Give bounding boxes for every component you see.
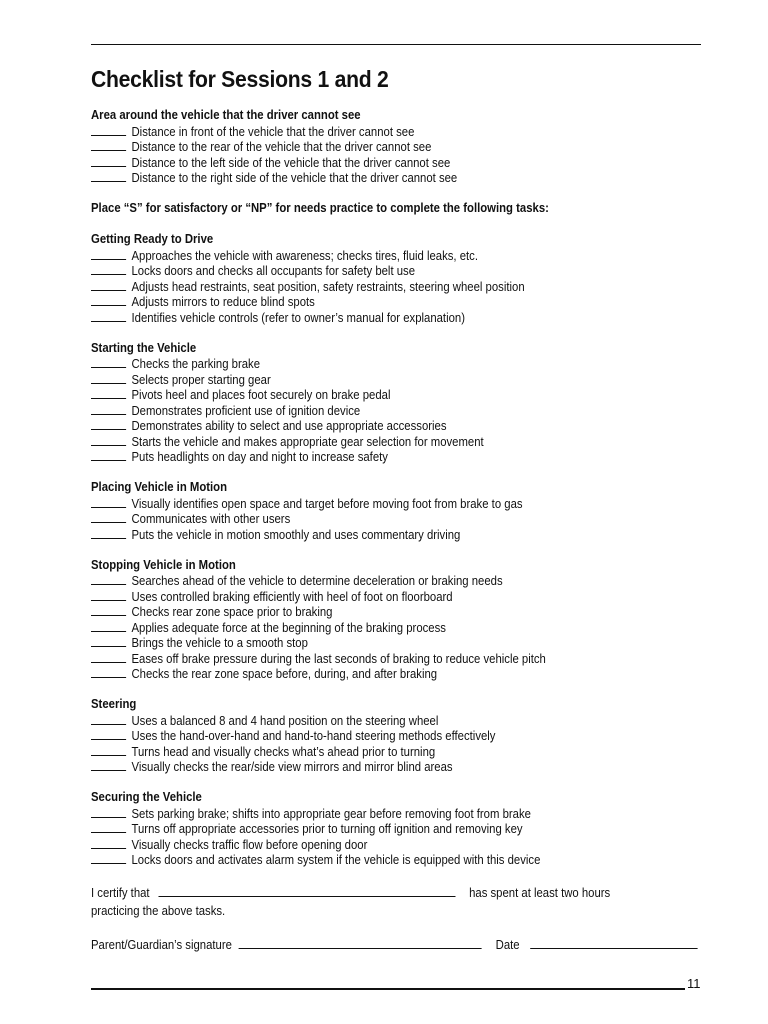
checklist-item-label: Distance in front of the vehicle that the driver cannot see bbox=[131, 124, 415, 139]
checklist-item-label: Approaches the vehicle with awareness; checks tires, fluid leaks, etc. bbox=[131, 248, 478, 263]
date-field[interactable] bbox=[530, 937, 697, 949]
checklist-item-label: Selects proper starting gear bbox=[131, 372, 271, 387]
checklist-item bbox=[91, 139, 640, 155]
checklist-item bbox=[91, 356, 640, 372]
rating-blank[interactable] bbox=[91, 155, 126, 167]
checklist-item-label: Turns head and visually checks what’s ahead prior to turning bbox=[131, 744, 436, 759]
checklist-item-label: Uses the hand-over-hand and hand-to-hand steering methods effectively bbox=[131, 729, 496, 743]
checklist-item-label: Demonstrates ability to select and use appropriate accessories bbox=[131, 419, 447, 433]
rating-blank[interactable] bbox=[91, 806, 126, 818]
checklist-item bbox=[91, 496, 640, 512]
checklist-item-label: Distance to the rear of the vehicle that the driver cannot see bbox=[131, 140, 432, 154]
top-rule bbox=[91, 44, 701, 45]
checklist-item bbox=[91, 837, 640, 853]
parent-signature-label: Parent/Guardian’s signature bbox=[91, 938, 232, 952]
checklist-item-label: Starts the vehicle and makes appropriate gear selection for movement bbox=[131, 434, 484, 449]
checklist-item-label: Distance to the right side of the vehicle that the driver cannot see bbox=[131, 171, 458, 185]
section-heading: Getting Ready to Drive bbox=[91, 232, 214, 246]
checklist-item bbox=[91, 279, 640, 295]
rating-blank[interactable] bbox=[91, 852, 126, 864]
checklist-item-label: Identifies vehicle controls (refer to owner’s manual for explanation) bbox=[131, 310, 465, 325]
checklist-item-label: Sets parking brake; shifts into appropriate gear before removing foot from brake bbox=[131, 806, 531, 821]
checklist-item bbox=[91, 573, 640, 589]
document-page bbox=[91, 0, 701, 1024]
checklist-item bbox=[91, 403, 640, 419]
checklist-item-label: Brings the vehicle to a smooth stop bbox=[131, 636, 308, 650]
certify-prefix: I certify that bbox=[91, 886, 150, 900]
section-heading: Securing the Vehicle bbox=[91, 790, 202, 804]
checklist-item bbox=[91, 589, 640, 605]
rating-blank[interactable] bbox=[91, 403, 126, 415]
checklist-item bbox=[91, 821, 640, 837]
rating-blank[interactable] bbox=[91, 744, 126, 756]
rating-blank[interactable] bbox=[91, 139, 126, 151]
rating-blank[interactable] bbox=[91, 635, 126, 647]
checklist-item bbox=[91, 310, 640, 326]
spacer bbox=[91, 465, 701, 481]
spacer bbox=[91, 542, 701, 558]
checklist-item bbox=[91, 651, 640, 667]
checklist-item-label: Applies adequate force at the beginning of the braking process bbox=[131, 620, 446, 635]
spacer bbox=[91, 217, 701, 233]
checklist-item-label: Visually checks traffic flow before opening door bbox=[131, 837, 368, 852]
checklist-item bbox=[91, 248, 640, 264]
section-heading: Steering bbox=[91, 697, 137, 711]
checklist-item-label: Turns off appropriate accessories prior to turning off ignition and removing key bbox=[131, 822, 523, 836]
checklist-item-label: Puts headlights on day and night to increase safety bbox=[131, 450, 388, 464]
checklist-item-label: Adjusts head restraints, seat position, safety restraints, steering wheel position bbox=[131, 279, 525, 294]
instruction-text: Place “S” for satisfactory or “NP” for needs practice to complete the following tasks: bbox=[91, 201, 549, 215]
rating-blank[interactable] bbox=[91, 821, 126, 833]
checklist-item-label: Communicates with other users bbox=[131, 512, 291, 526]
spacer bbox=[91, 775, 701, 791]
rating-blank[interactable] bbox=[91, 496, 126, 508]
checklist-item bbox=[91, 604, 640, 620]
checklist-item-label: Puts the vehicle in motion smoothly and uses commentary driving bbox=[131, 527, 461, 542]
rating-blank[interactable] bbox=[91, 449, 126, 461]
checklist-item bbox=[91, 852, 640, 868]
rating-blank[interactable] bbox=[91, 713, 126, 725]
rating-blank[interactable] bbox=[91, 387, 126, 399]
rating-blank[interactable] bbox=[91, 310, 126, 322]
checklist-item-label: Visually checks the rear/side view mirrors and mirror blind areas bbox=[131, 760, 453, 774]
section-heading: Area around the vehicle that the driver cannot see bbox=[91, 108, 361, 122]
checklist-item bbox=[91, 806, 640, 822]
rating-blank[interactable] bbox=[91, 248, 126, 260]
checklist-item bbox=[91, 620, 640, 636]
rating-blank[interactable] bbox=[91, 728, 126, 740]
bottom-rule bbox=[91, 988, 685, 990]
checklist-item-label: Locks doors and activates alarm system if the vehicle is equipped with this device bbox=[131, 853, 541, 867]
signature-row bbox=[91, 937, 667, 952]
checklist-item bbox=[91, 744, 640, 760]
checklist-item bbox=[91, 263, 640, 279]
checklist-item-label: Eases off brake pressure during the last seconds of braking to reduce vehicle pitch bbox=[131, 651, 546, 666]
checklist-item bbox=[91, 387, 640, 403]
page-title: Checklist for Sessions 1 and 2 bbox=[91, 66, 389, 92]
certify-name-field[interactable] bbox=[158, 885, 455, 897]
checklist-item bbox=[91, 666, 640, 682]
checklist-item-label: Locks doors and checks all occupants for safety belt use bbox=[131, 264, 416, 278]
certify-line2: practicing the above tasks. bbox=[91, 904, 226, 918]
rating-blank[interactable] bbox=[91, 170, 126, 182]
spacer bbox=[91, 682, 701, 698]
checklist-item bbox=[91, 728, 640, 744]
checklist-item-label: Uses a balanced 8 and 4 hand position on the steering wheel bbox=[131, 713, 439, 728]
rating-blank[interactable] bbox=[91, 589, 126, 601]
rating-blank[interactable] bbox=[91, 294, 126, 306]
checklist-item bbox=[91, 155, 640, 171]
rating-blank[interactable] bbox=[91, 837, 126, 849]
spacer bbox=[91, 325, 701, 341]
section-heading: Starting the Vehicle bbox=[91, 340, 197, 355]
rating-blank[interactable] bbox=[91, 263, 126, 275]
checklist-item bbox=[91, 418, 640, 434]
rating-blank[interactable] bbox=[91, 418, 126, 430]
rating-blank[interactable] bbox=[91, 434, 126, 446]
checklist-item-label: Demonstrates proficient use of ignition device bbox=[131, 403, 361, 418]
parent-signature-field[interactable] bbox=[239, 937, 482, 949]
checklist-item-label: Visually identifies open space and target before moving foot from brake to gas bbox=[131, 496, 523, 511]
rating-blank[interactable] bbox=[91, 511, 126, 523]
checklist-content bbox=[91, 108, 701, 868]
page-number: 11 bbox=[687, 976, 701, 991]
checklist-item-label: Pivots heel and places foot securely on brake pedal bbox=[131, 388, 391, 402]
rating-blank[interactable] bbox=[91, 759, 126, 771]
checklist-item bbox=[91, 511, 640, 527]
rating-blank[interactable] bbox=[91, 620, 126, 632]
rating-blank[interactable] bbox=[91, 124, 126, 136]
checklist-item-label: Checks the parking brake bbox=[131, 357, 261, 371]
rating-blank[interactable] bbox=[91, 279, 126, 291]
spacer bbox=[91, 186, 701, 202]
section-heading: Placing Vehicle in Motion bbox=[91, 480, 228, 494]
checklist-item bbox=[91, 372, 640, 388]
section-heading: Stopping Vehicle in Motion bbox=[91, 557, 236, 572]
rating-blank[interactable] bbox=[91, 604, 126, 616]
checklist-item bbox=[91, 170, 640, 186]
rating-blank[interactable] bbox=[91, 372, 126, 384]
checklist-item bbox=[91, 635, 640, 651]
checklist-item bbox=[91, 124, 640, 140]
checklist-item-label: Adjusts mirrors to reduce blind spots bbox=[131, 295, 315, 309]
checklist-item bbox=[91, 527, 640, 543]
checklist-item bbox=[91, 294, 640, 310]
checklist-item-label: Checks rear zone space prior to braking bbox=[131, 605, 333, 619]
checklist-item bbox=[91, 713, 640, 729]
rating-blank[interactable] bbox=[91, 527, 126, 539]
checklist-item-label: Searches ahead of the vehicle to determine deceleration or braking needs bbox=[131, 574, 503, 588]
rating-blank[interactable] bbox=[91, 356, 126, 368]
date-label: Date bbox=[495, 938, 520, 952]
rating-blank[interactable] bbox=[91, 651, 126, 663]
checklist-item bbox=[91, 759, 640, 775]
checklist-item bbox=[91, 449, 640, 465]
rating-blank[interactable] bbox=[91, 666, 126, 678]
checklist-item-label: Checks the rear zone space before, during, and after braking bbox=[131, 667, 438, 681]
certify-suffix: has spent at least two hours bbox=[469, 886, 611, 900]
checklist-item-label: Uses controlled braking efficiently with heel of foot on floorboard bbox=[131, 589, 453, 604]
checklist-item bbox=[91, 434, 640, 450]
certification bbox=[91, 884, 701, 920]
checklist-item-label: Distance to the left side of the vehicle that the driver cannot see bbox=[131, 155, 451, 170]
rating-blank[interactable] bbox=[91, 573, 126, 585]
